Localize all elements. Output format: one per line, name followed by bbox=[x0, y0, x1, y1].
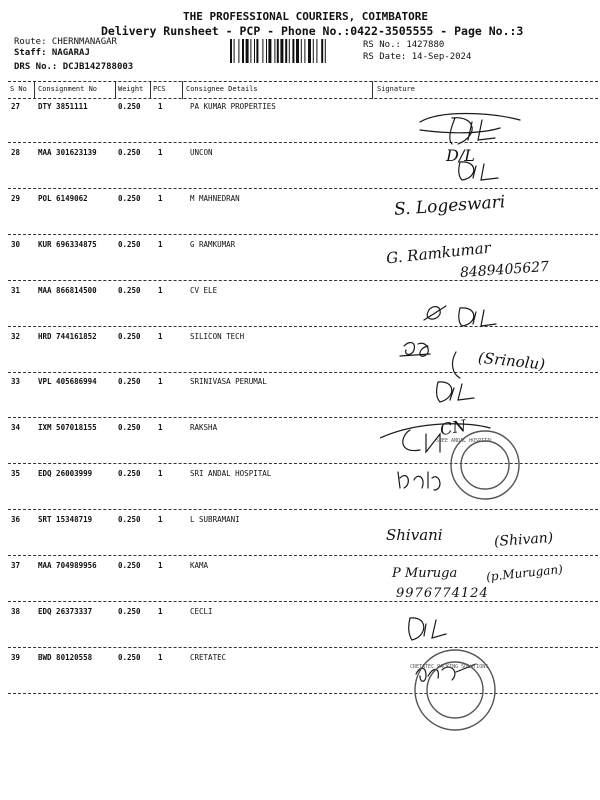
cell-consignment-no: MAA 704989956 bbox=[38, 561, 97, 570]
signature-row-30: G. Ramkumar bbox=[385, 238, 492, 268]
cell-weight: 0.250 bbox=[118, 377, 141, 387]
cell-consignment-no: MAA 301623139 bbox=[38, 147, 97, 157]
col-divider bbox=[34, 81, 35, 99]
barcode-bar bbox=[266, 39, 267, 63]
barcode-bar bbox=[325, 39, 326, 63]
cell-pcs: 1 bbox=[158, 515, 163, 525]
barcode-bar bbox=[230, 39, 232, 63]
barcode-bar bbox=[256, 39, 258, 63]
cell-pcs: 1 bbox=[158, 285, 163, 295]
phone-row-30: 8489405627 bbox=[459, 258, 550, 282]
signature-row-37-a: P Muruga bbox=[392, 566, 458, 581]
cell-weight: 0.250 bbox=[118, 147, 141, 157]
col-header-consignee: Consignee Details bbox=[186, 85, 258, 93]
signature-row-29: S. Logeswari bbox=[393, 192, 506, 220]
cell-sno: 37 bbox=[11, 561, 21, 570]
rs-number: RS No.: 1427880 bbox=[363, 40, 445, 50]
cell-consignee: L SUBRAMANI bbox=[190, 515, 240, 525]
cell-consignee: SRI ANDAL HOSPITAL bbox=[190, 469, 272, 479]
cell-sno: 32 bbox=[11, 331, 21, 341]
cell-sno: 36 bbox=[11, 515, 21, 525]
route-label: Route: CHERNMANAGAR bbox=[14, 37, 117, 47]
barcode-bar bbox=[296, 39, 299, 63]
cell-sno: 39 bbox=[11, 652, 21, 662]
cell-weight: 0.250 bbox=[118, 193, 141, 203]
cell-consignee: RAKSHA bbox=[190, 423, 218, 433]
barcode-bar bbox=[242, 39, 244, 63]
cell-consignee: CRETATEC bbox=[190, 652, 227, 662]
col-divider bbox=[182, 81, 183, 99]
cell-consignee: UNCON bbox=[190, 147, 213, 157]
cell-consignee: SILICON TECH bbox=[190, 331, 245, 341]
cell-consignment-no: KUR 696334875 bbox=[38, 239, 97, 249]
barcode-bar bbox=[234, 39, 235, 63]
cell-pcs: 1 bbox=[158, 423, 163, 433]
cell-sno: 34 bbox=[11, 423, 21, 433]
barcode-bar bbox=[313, 39, 314, 63]
cell-pcs: 1 bbox=[158, 469, 163, 479]
cell-consignee: CECLI bbox=[190, 606, 213, 616]
cell-consignee: KAMA bbox=[190, 561, 209, 570]
cell-sno: 30 bbox=[11, 239, 21, 249]
cell-sno: 28 bbox=[11, 147, 21, 157]
barcode-bar bbox=[268, 39, 271, 63]
barcode-bar bbox=[277, 39, 279, 63]
cell-consignee: SRINIVASA PERUMAL bbox=[190, 377, 267, 387]
cell-weight: 0.250 bbox=[118, 561, 141, 570]
cell-consignment-no: MAA 866814500 bbox=[38, 285, 97, 295]
barcode-bar bbox=[292, 39, 294, 63]
cell-consignee: PA KUMAR PROPERTIES bbox=[190, 102, 276, 111]
cell-pcs: 1 bbox=[158, 239, 163, 249]
barcode-bar bbox=[262, 39, 263, 63]
col-divider bbox=[372, 81, 373, 99]
header-bottom-rule bbox=[8, 98, 598, 99]
cell-consignee: M MAHNEDRAN bbox=[190, 193, 240, 203]
cell-consignment-no: SRT 15348719 bbox=[38, 515, 93, 525]
cell-consignment-no: BWD 80120558 bbox=[38, 652, 93, 662]
barcode-bar bbox=[285, 39, 287, 63]
cell-consignment-no: VPL 405686994 bbox=[38, 377, 97, 387]
col-divider bbox=[150, 81, 151, 99]
staff-label: Staff: NAGARAJ bbox=[14, 48, 90, 58]
rs-date: RS Date: 14-Sep-2024 bbox=[363, 52, 472, 62]
barcode-bar bbox=[316, 39, 317, 63]
col-header-pcs: PCS bbox=[153, 85, 166, 93]
cell-weight: 0.250 bbox=[118, 423, 141, 433]
cell-pcs: 1 bbox=[158, 377, 163, 387]
signature-row-33: (Srinolu) bbox=[477, 348, 546, 374]
cell-consignment-no: DTY 3851111 bbox=[38, 102, 88, 111]
dl-mark-row-28: D/L bbox=[446, 146, 475, 165]
stamp-cretatec-text: CRETATEC PACKING SOLUTIONS bbox=[410, 664, 489, 670]
cell-sno: 27 bbox=[11, 102, 21, 111]
cell-weight: 0.250 bbox=[118, 606, 141, 616]
cell-pcs: 1 bbox=[158, 102, 163, 111]
barcode-bar bbox=[274, 39, 275, 63]
signature-row-37-b: (p.Murugan) bbox=[485, 562, 564, 584]
cell-consignment-no: POL 6149062 bbox=[38, 193, 88, 203]
signature-row-36-a: Shivani bbox=[386, 526, 443, 544]
cell-weight: 0.250 bbox=[118, 102, 141, 111]
cell-consignee: CV ELE bbox=[190, 285, 218, 295]
cell-consignment-no: IXM 507018155 bbox=[38, 423, 97, 433]
cell-sno: 38 bbox=[11, 606, 21, 616]
signature-row-36-b: (Shivan) bbox=[493, 529, 554, 551]
cell-sno: 35 bbox=[11, 469, 21, 479]
barcode-bar bbox=[238, 39, 239, 63]
cell-weight: 0.250 bbox=[118, 285, 141, 295]
cell-sno: 29 bbox=[11, 193, 21, 203]
cell-weight: 0.250 bbox=[118, 239, 141, 249]
barcode-bar bbox=[289, 39, 290, 63]
cell-weight: 0.250 bbox=[118, 469, 141, 479]
barcode-bar bbox=[304, 39, 305, 63]
barcode-bar bbox=[301, 39, 302, 63]
runsheet-subtitle: Delivery Runsheet - PCP - Phone No.:0422-3505555 - Page No.:3 bbox=[101, 24, 524, 38]
col-header-consignment: Consignment No bbox=[38, 85, 98, 93]
cell-consignment-no: EDQ 26373337 bbox=[38, 606, 93, 616]
barcode-bar bbox=[280, 39, 283, 63]
cell-weight: 0.250 bbox=[118, 515, 141, 525]
cell-sno: 31 bbox=[11, 285, 21, 295]
phone-row-37: 9976774124 bbox=[396, 586, 489, 601]
cell-consignee: G RAMKUMAR bbox=[190, 239, 236, 249]
col-header-sno: S No bbox=[10, 85, 27, 93]
cell-pcs: 1 bbox=[158, 193, 163, 203]
drs-number: DRS No.: DCJB142788003 bbox=[14, 62, 134, 72]
stamp-andal-text: SREE ANDAL HOSPITAL bbox=[436, 438, 494, 444]
cell-pcs: 1 bbox=[158, 331, 163, 341]
cell-consignment-no: HRD 744161852 bbox=[38, 331, 97, 341]
barcode-bar bbox=[254, 39, 255, 63]
barcode-bar bbox=[250, 39, 251, 63]
cell-pcs: 1 bbox=[158, 652, 163, 662]
barcode-bar bbox=[321, 39, 323, 63]
cell-pcs: 1 bbox=[158, 561, 163, 570]
company-name: THE PROFESSIONAL COURIERS, COIMBATORE bbox=[183, 10, 429, 23]
barcode bbox=[230, 39, 358, 63]
col-header-weight: Weight bbox=[118, 85, 144, 93]
cell-sno: 33 bbox=[11, 377, 21, 387]
header-top-rule bbox=[8, 81, 598, 82]
col-header-signature: Signature bbox=[377, 85, 415, 93]
col-divider bbox=[115, 81, 116, 99]
cell-weight: 0.250 bbox=[118, 331, 141, 341]
cell-consignment-no: EDQ 26003999 bbox=[38, 469, 93, 479]
cell-pcs: 1 bbox=[158, 147, 163, 157]
barcode-bar bbox=[308, 39, 311, 63]
barcode-bar bbox=[246, 39, 249, 63]
cell-weight: 0.250 bbox=[118, 652, 141, 662]
signature-row-34: CN bbox=[438, 415, 468, 440]
cell-pcs: 1 bbox=[158, 606, 163, 616]
